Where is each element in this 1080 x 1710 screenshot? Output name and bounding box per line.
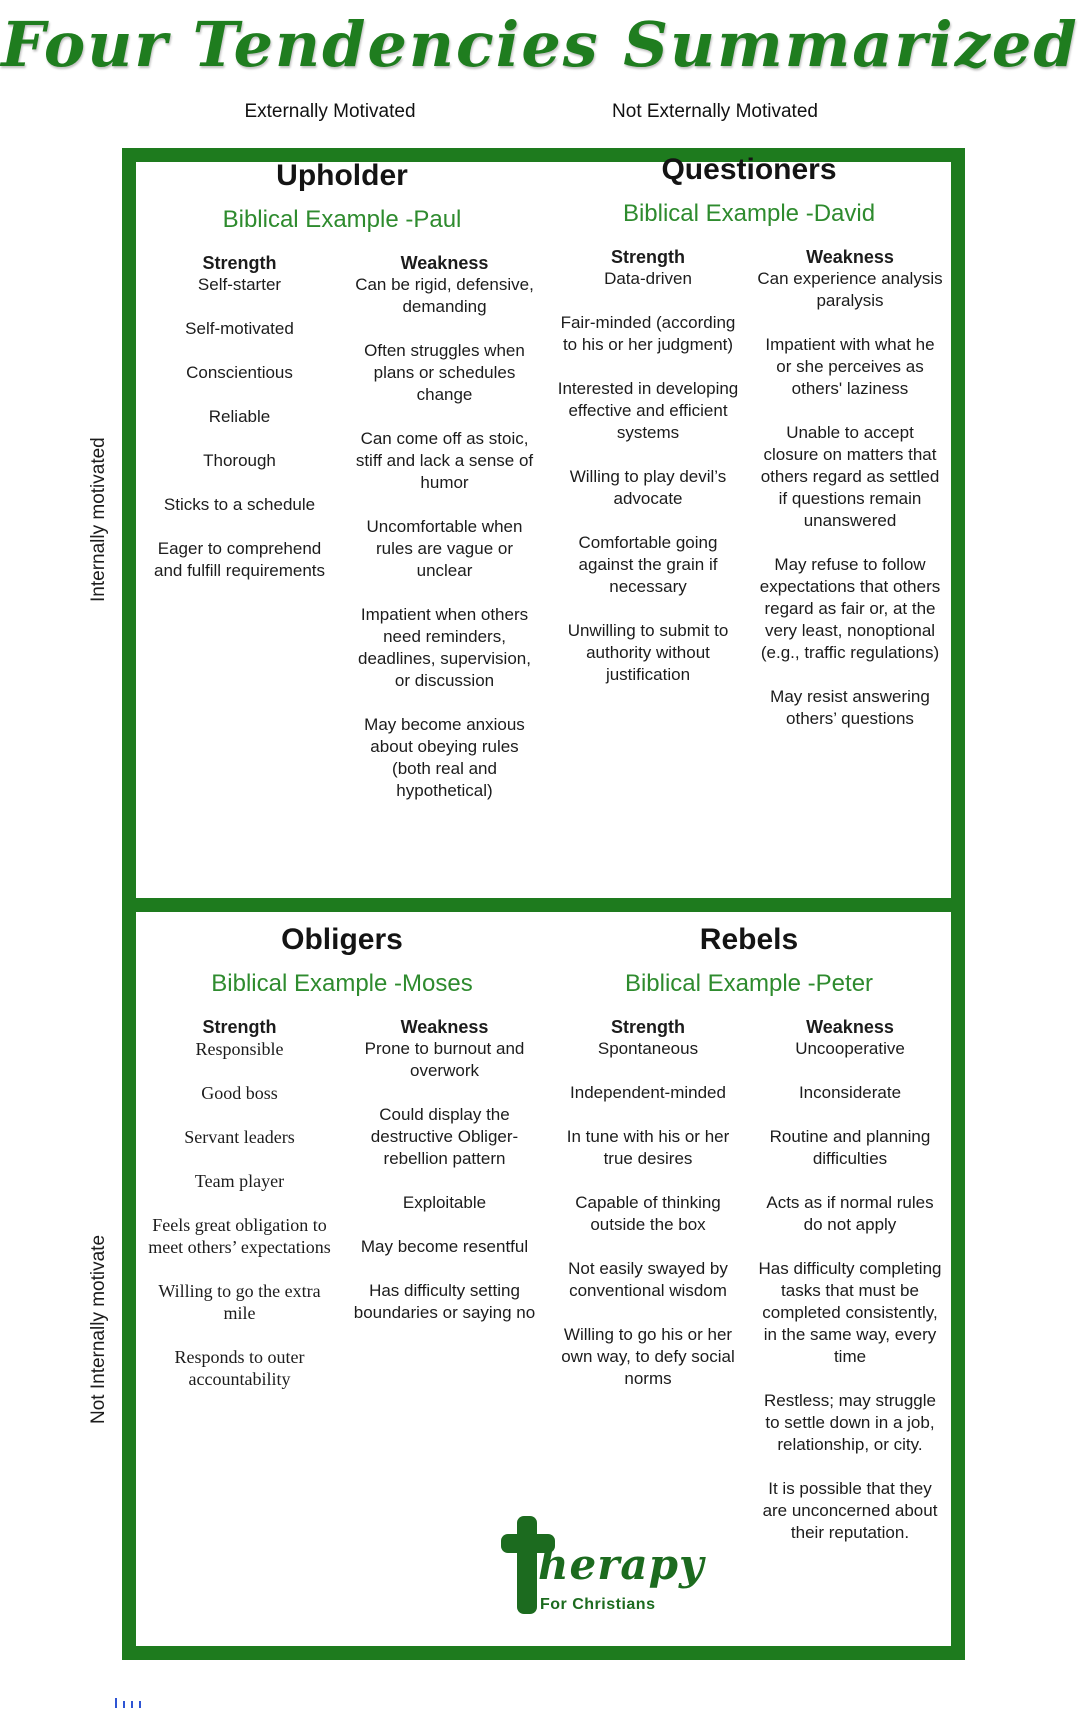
axis-label-externally-motivated: Externally Motivated	[244, 101, 416, 122]
list-item: Sticks to a schedule	[163, 495, 316, 514]
list-item: Inconsiderate	[798, 1083, 902, 1102]
logo-subtext: For Christians	[540, 1596, 656, 1613]
axis-label-internally-motivated: Internally motivated	[88, 437, 109, 603]
list-item: May refuse to follow expectations that others regard as fair or, at the very least, nonoptional (e.g., traffic regulations)	[759, 555, 941, 662]
list-item: Restless; may struggle to settle down in a job, relationship, or city.	[764, 1391, 936, 1454]
list-item: Willing to play devil’s advocate	[569, 467, 727, 508]
therapy-for-christians-logo	[496, 1512, 705, 1622]
weakness-column	[342, 1016, 547, 1346]
quadrant-title: Questioners	[661, 153, 837, 186]
list-item: It is possible that they are unconcerned about their reputation.	[762, 1479, 938, 1542]
logo-wordmark: herapy	[538, 1540, 705, 1589]
strength-column	[137, 252, 342, 604]
list-item: Good boss	[201, 1083, 278, 1103]
list-item: May become resentful	[360, 1237, 529, 1256]
list-item: Capable of thinking outside the box	[575, 1193, 721, 1234]
list-item: Independent-minded	[570, 1083, 726, 1102]
list-item: Can experience analysis paralysis	[757, 269, 943, 310]
list-item: Responds to outer accountability	[174, 1347, 305, 1389]
axis-label-not-internally-motivated: Not Internally motivate	[88, 1234, 109, 1424]
weakness-header: Weakness	[400, 253, 489, 273]
list-item: Not easily swayed by conventional wisdom	[568, 1259, 728, 1300]
biblical-example: Biblical Example -Paul	[222, 206, 462, 233]
strength-list	[555, 268, 741, 686]
quadrant-upholder	[137, 158, 547, 824]
list-item: Prone to burnout and overwork	[364, 1039, 525, 1080]
weakness-header: Weakness	[806, 247, 894, 267]
list-item: Routine and planning difficulties	[769, 1127, 931, 1168]
strength-column	[547, 1016, 749, 1412]
list-item: Unable to accept closure on matters that others regard as settled if questions remain unanswered	[760, 423, 940, 530]
list-item: Willing to go his or her own way, to defy social norms	[561, 1325, 735, 1388]
list-item: Self-motivated	[185, 319, 294, 338]
list-item: Uncomfortable when rules are vague or unclear	[366, 517, 523, 580]
list-item: Responsible	[195, 1039, 284, 1059]
list-item: Acts as if normal rules do not apply	[766, 1193, 934, 1234]
strength-column	[547, 246, 749, 708]
quadrant-title: Upholder	[276, 159, 408, 192]
strength-list	[145, 1038, 334, 1390]
list-item: In tune with his or her true desires	[566, 1127, 730, 1168]
quadrant-rebels	[547, 922, 951, 1566]
strength-header: Strength	[611, 1017, 685, 1037]
list-item: Has difficulty completing tasks that must be completed consistently, in the same way, every time	[758, 1259, 942, 1366]
list-item: Unwilling to submit to authority without justification	[567, 621, 729, 684]
list-item: Data-driven	[604, 269, 692, 288]
list-item: Could display the destructive Obliger-rebellion pattern	[370, 1105, 519, 1168]
list-item: Can come off as stoic, stiff and lack a sense of humor	[355, 429, 534, 492]
biblical-example: Biblical Example -David	[622, 200, 876, 227]
list-item: Impatient with what he or she perceives as others' laziness	[765, 335, 935, 398]
list-item: Feels great obligation to meet others’ expectations	[148, 1215, 331, 1257]
list-item: Willing to go the extra mile	[158, 1281, 321, 1323]
list-item: Servant leaders	[184, 1127, 295, 1147]
quadrant-questioners	[547, 152, 951, 752]
quadrant-title: Obligers	[281, 923, 403, 956]
weakness-column	[749, 246, 951, 752]
matrix-horizontal-divider	[122, 898, 965, 912]
strength-header: Strength	[202, 1017, 277, 1037]
list-item: Fair-minded (according to his or her judgment)	[560, 313, 736, 354]
list-item: Uncooperative	[795, 1039, 905, 1058]
strength-list	[555, 1038, 741, 1390]
list-item: Conscientious	[186, 363, 293, 382]
list-item: Can be rigid, defensive, demanding	[355, 275, 534, 316]
strength-header: Strength	[611, 247, 685, 267]
list-item: Reliable	[208, 407, 271, 426]
list-item: Has difficulty setting boundaries or saying no	[353, 1281, 536, 1322]
weakness-column	[342, 252, 547, 824]
weakness-header: Weakness	[806, 1017, 894, 1037]
list-item: Impatient when others need reminders, deadlines, supervision, or discussion	[358, 605, 531, 690]
list-item: May resist answering others’ questions	[770, 687, 930, 728]
weakness-list	[757, 1038, 943, 1544]
weakness-list	[350, 1038, 539, 1324]
list-item: Comfortable going against the grain if necessary	[578, 533, 718, 596]
list-item: Team player	[194, 1171, 285, 1191]
weakness-list	[757, 268, 943, 730]
biblical-example: Biblical Example -Peter	[624, 970, 874, 997]
biblical-example: Biblical Example -Moses	[211, 970, 473, 997]
list-item: Interested in developing effective and efficient systems	[557, 379, 739, 442]
cross-icon	[517, 1516, 537, 1614]
list-item: Self-starter	[197, 275, 282, 294]
list-item: Exploitable	[402, 1193, 487, 1212]
list-item: Eager to comprehend and fulfill requirements	[153, 539, 326, 580]
strength-header: Strength	[202, 253, 277, 273]
strength-column	[137, 1016, 342, 1412]
weakness-list	[350, 274, 539, 802]
weakness-column	[749, 1016, 951, 1566]
page-title: Four Tendencies Summarized	[1, 8, 1079, 81]
clipped-link-fragment[interactable]	[112, 1697, 146, 1710]
list-item: Often struggles when plans or schedules change	[364, 341, 525, 404]
list-item: Spontaneous	[597, 1039, 699, 1058]
quadrant-title: Rebels	[699, 923, 799, 956]
axis-label-not-externally-motivated: Not Externally Motivated	[612, 101, 818, 122]
quadrant-obligers	[137, 922, 547, 1412]
strength-list	[145, 274, 334, 582]
list-item: May become anxious about obeying rules (both real and hypothetical)	[364, 715, 525, 800]
list-item: Thorough	[203, 451, 276, 470]
weakness-header: Weakness	[400, 1017, 489, 1037]
